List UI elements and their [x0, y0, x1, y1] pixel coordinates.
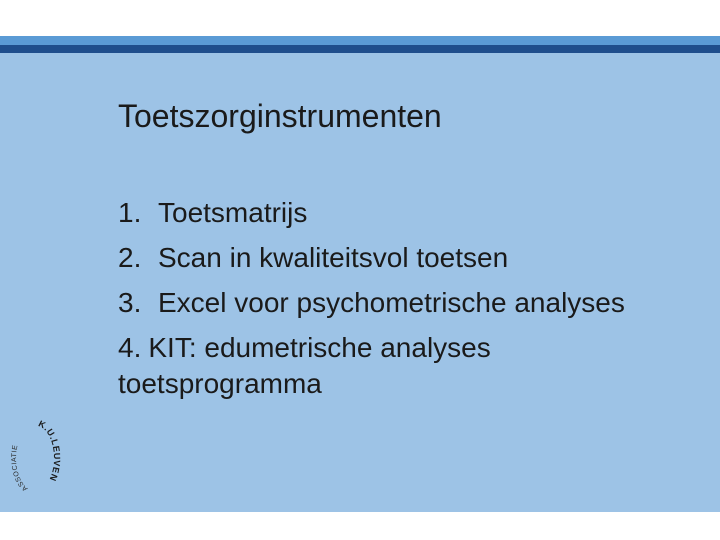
list-item-text: Toetsmatrijs: [158, 197, 308, 228]
bottom-margin: [0, 512, 720, 540]
svg-text:ASSOCIATIE: [11, 444, 29, 492]
top-margin: [0, 0, 720, 36]
logo-right-text: K.U.LEUVEN: [36, 418, 63, 483]
list-item-text: Scan in kwaliteitsvol toetsen: [158, 242, 509, 273]
instrument-list: [118, 190, 625, 370]
list-item-continuation: toetsprogramma: [118, 368, 322, 399]
svg-text:K.U.LEUVEN: [37, 418, 62, 482]
list-item-number: 1.: [118, 197, 142, 228]
list-item-number: 4.: [118, 332, 142, 363]
logo-left-text: ASSOCIATIE: [10, 444, 30, 493]
list-item-text: Excel voor psychometrische analyses: [158, 287, 625, 318]
header-stripe-light: [0, 36, 720, 45]
list-item-text: KIT: edumetrische analyses: [148, 332, 491, 363]
list-item: [118, 280, 625, 325]
list-item-number: 2.: [118, 242, 142, 273]
list-item: [118, 235, 625, 280]
associatie-kuleuven-logo: [8, 418, 64, 494]
list-item-number: 3.: [118, 287, 142, 318]
header-stripe-dark: [0, 45, 720, 53]
list-item: [118, 190, 625, 235]
slide-title: Toetszorginstrumenten: [118, 98, 442, 134]
